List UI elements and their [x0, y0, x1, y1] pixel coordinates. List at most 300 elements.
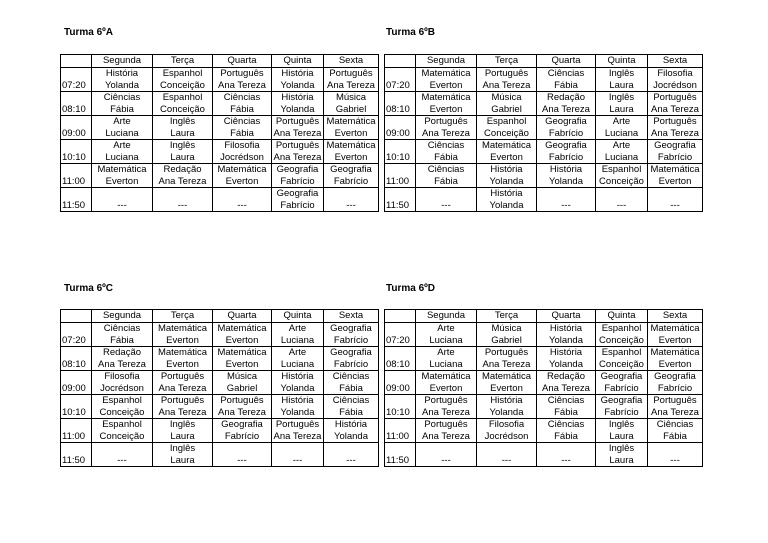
schedule-table: [384, 309, 703, 467]
period-row: [385, 188, 703, 212]
subject-label: Música: [335, 92, 367, 103]
subject-label: Ciências: [427, 164, 465, 175]
subject-label: História: [281, 68, 314, 79]
subject-label: Ciências: [103, 323, 141, 334]
teacher-label: Laura: [609, 79, 634, 91]
subject-label: Ciências: [223, 92, 261, 103]
class-cell: [92, 188, 153, 212]
time-cell: 11:00: [61, 164, 92, 188]
day-header: Terça: [153, 310, 213, 323]
teacher-label: Yolanda: [280, 79, 315, 91]
class-cell: [213, 188, 272, 212]
day-header: Quinta: [596, 55, 648, 68]
time-cell: 09:00: [61, 371, 92, 395]
subject-label: Arte: [288, 323, 307, 334]
teacher-label: Everton: [658, 358, 692, 370]
teacher-label: Everton: [429, 382, 463, 394]
class-cell: [648, 395, 703, 419]
class-cell: [416, 323, 477, 347]
teacher-label: Ana Tereza: [482, 79, 531, 91]
teacher-label: Laura: [170, 127, 195, 139]
teacher-label: Yolanda: [549, 358, 583, 370]
teacher-label: ---: [237, 199, 247, 211]
teacher-label: Ana Tereza: [98, 358, 146, 370]
teacher-label: Luciana: [280, 334, 315, 346]
teacher-label: Yolanda: [489, 175, 524, 187]
class-cell: [213, 371, 272, 395]
teacher-label: Everton: [658, 175, 692, 187]
class-cell: [92, 68, 153, 92]
time-cell: 07:20: [385, 68, 416, 92]
class-cell: [416, 347, 477, 371]
teacher-label: Laura: [170, 454, 195, 466]
class-cell: [477, 395, 537, 419]
class-cell: [153, 116, 213, 140]
time-cell: 11:50: [61, 188, 92, 212]
class-cell: [537, 323, 596, 347]
subject-label: Arte: [113, 116, 131, 127]
teacher-label: Ana Tereza: [651, 103, 699, 115]
class-cell: [213, 116, 272, 140]
subject-label: Português: [275, 140, 320, 151]
period-row: [385, 140, 703, 164]
subject-label: Geografia: [330, 164, 372, 175]
subject-label: Matemática: [421, 92, 471, 103]
subject-label: Espanhol: [102, 395, 142, 406]
subject-label: Arte: [612, 140, 631, 151]
class-cell: [272, 92, 324, 116]
subject-label: Inglês: [608, 443, 635, 454]
teacher-label: Everton: [105, 175, 139, 187]
subject-label: [648, 443, 702, 455]
class-cell: [416, 371, 477, 395]
teacher-label: Ana Tereza: [422, 430, 470, 442]
class-cell: [153, 419, 213, 443]
teacher-label: Ana Tereza: [651, 127, 699, 139]
class-cell: [648, 116, 703, 140]
time-cell: 08:10: [61, 347, 92, 371]
subject-label: História: [105, 68, 139, 79]
teacher-label: Ana Tereza: [158, 382, 207, 394]
teacher-label: Fabrício: [548, 151, 584, 163]
class-cell: [596, 164, 648, 188]
subject-label: História: [549, 164, 583, 175]
class-cell: [92, 443, 153, 467]
period-row: [61, 347, 379, 371]
class-cell: [213, 140, 272, 164]
corner-cell: [61, 55, 92, 68]
class-cell: [324, 323, 379, 347]
subject-label: Português: [653, 92, 697, 103]
teacher-label: Everton: [225, 175, 259, 187]
subject-label: Inglês: [608, 419, 635, 430]
teacher-label: ---: [501, 454, 512, 466]
time-cell: 09:00: [385, 371, 416, 395]
class-cell: [324, 164, 379, 188]
subject-label: História: [490, 395, 523, 406]
subject-label: Português: [329, 68, 373, 79]
turma-title: Turma 6ºA: [64, 27, 114, 38]
subject-label: Ciências: [547, 68, 585, 79]
period-row: [61, 419, 379, 443]
teacher-label: Gabriel: [226, 382, 258, 394]
teacher-label: Luciana: [604, 127, 639, 139]
corner-cell: [385, 310, 416, 323]
teacher-label: Fábia: [663, 430, 687, 442]
subject-label: Matemática: [157, 323, 208, 334]
class-cell: [477, 92, 537, 116]
subject-label: [416, 188, 476, 200]
class-cell: [92, 92, 153, 116]
teacher-label: Luciana: [429, 334, 463, 346]
class-cell: [153, 323, 213, 347]
day-header: Segunda: [416, 310, 477, 323]
subject-label: [537, 443, 595, 455]
period-row: [385, 116, 703, 140]
teacher-label: Ana Tereza: [218, 406, 266, 418]
subject-label: Português: [424, 395, 468, 406]
subject-label: Português: [424, 419, 468, 430]
period-row: [61, 188, 379, 212]
class-cell: [272, 419, 324, 443]
period-row: [61, 323, 379, 347]
class-cell: [153, 347, 213, 371]
subject-label: Geografia: [654, 371, 696, 382]
subject-label: [477, 443, 536, 455]
teacher-label: Jocrédson: [653, 79, 697, 91]
subject-label: Inglês: [608, 68, 635, 79]
class-cell: [153, 68, 213, 92]
teacher-label: Gabriel: [335, 103, 367, 115]
subject-label: Ciências: [332, 371, 370, 382]
teacher-label: Ana Tereza: [542, 103, 590, 115]
subject-label: [213, 188, 271, 200]
subject-label: Geografia: [276, 188, 319, 199]
day-header: Quinta: [272, 310, 324, 323]
teacher-label: Yolanda: [334, 430, 368, 442]
subject-label: Matemática: [157, 347, 208, 358]
teacher-label: Everton: [658, 334, 692, 346]
day-header: Segunda: [92, 310, 153, 323]
period-row: [61, 92, 379, 116]
class-cell: [596, 371, 648, 395]
teacher-label: Laura: [609, 103, 634, 115]
period-row: [61, 68, 379, 92]
day-header-row: [385, 310, 703, 323]
class-cell: [92, 371, 153, 395]
class-cell: [324, 68, 379, 92]
day-header: Quarta: [213, 310, 272, 323]
teacher-label: Fábia: [554, 79, 578, 91]
class-cell: [153, 395, 213, 419]
teacher-label: Jocrédson: [100, 382, 144, 394]
class-cell: [92, 419, 153, 443]
class-cell: [416, 92, 477, 116]
class-cell: [648, 347, 703, 371]
subject-label: Ciências: [427, 140, 465, 151]
time-cell: 08:10: [385, 92, 416, 116]
subject-label: Matemática: [217, 323, 267, 334]
class-cell: [92, 395, 153, 419]
teacher-label: Ana Tereza: [542, 382, 590, 394]
teacher-label: Jocrédson: [484, 430, 529, 442]
subject-label: Espanhol: [601, 347, 642, 358]
teacher-label: Yolanda: [280, 406, 315, 418]
class-cell: [92, 164, 153, 188]
subject-label: História: [281, 395, 314, 406]
subject-label: Inglês: [169, 419, 196, 430]
subject-label: Português: [160, 371, 205, 382]
teacher-label: Conceição: [160, 79, 205, 91]
class-cell: [92, 323, 153, 347]
time-cell: 07:20: [61, 68, 92, 92]
subject-label: [213, 443, 271, 455]
teacher-label: Everton: [166, 334, 199, 346]
class-cell: [213, 68, 272, 92]
time-cell: 10:10: [61, 140, 92, 164]
subject-label: [596, 188, 647, 200]
period-row: [61, 395, 379, 419]
subject-label: História: [281, 371, 314, 382]
subject-label: Inglês: [169, 443, 196, 454]
class-cell: [153, 140, 213, 164]
subject-label: Redação: [102, 347, 142, 358]
class-cell: [324, 443, 379, 467]
day-header: Terça: [477, 55, 537, 68]
class-cell: [153, 164, 213, 188]
class-cell: [272, 164, 324, 188]
day-header: Segunda: [92, 55, 153, 68]
period-row: [385, 371, 703, 395]
class-cell: [416, 140, 477, 164]
class-cell: [416, 419, 477, 443]
class-cell: [537, 347, 596, 371]
class-cell: [537, 371, 596, 395]
subject-label: Inglês: [608, 92, 635, 103]
class-cell: [213, 395, 272, 419]
subject-label: História: [549, 323, 583, 334]
day-header: Sexta: [324, 55, 379, 68]
subject-label: Português: [653, 116, 697, 127]
subject-label: [648, 188, 702, 200]
teacher-label: Laura: [609, 454, 634, 466]
subject-label: Espanhol: [162, 68, 203, 79]
teacher-label: ---: [346, 199, 356, 211]
class-cell: [153, 188, 213, 212]
class-cell: [213, 164, 272, 188]
teacher-label: Yolanda: [489, 199, 524, 211]
teacher-label: ---: [616, 199, 627, 211]
day-header: Quarta: [537, 310, 596, 323]
subject-label: [537, 188, 595, 200]
subject-label: Geografia: [276, 164, 319, 175]
period-row: [385, 443, 703, 467]
subject-label: Matemática: [326, 116, 376, 127]
teacher-label: ---: [177, 199, 188, 211]
class-cell: [537, 188, 596, 212]
class-cell: [272, 188, 324, 212]
time-cell: 07:20: [61, 323, 92, 347]
period-row: [61, 371, 379, 395]
class-cell: [477, 164, 537, 188]
subject-label: [92, 188, 152, 200]
class-cell: [596, 419, 648, 443]
class-cell: [596, 116, 648, 140]
subject-label: Espanhol: [601, 164, 642, 175]
day-header: Quarta: [537, 55, 596, 68]
time-cell: 08:10: [385, 347, 416, 371]
day-header: Quarta: [213, 55, 272, 68]
class-cell: [537, 68, 596, 92]
time-cell: 11:00: [385, 164, 416, 188]
teacher-label: Conceição: [99, 406, 145, 418]
teacher-label: ---: [441, 199, 451, 211]
teacher-label: ---: [237, 454, 247, 466]
period-row: [385, 347, 703, 371]
class-cell: [596, 395, 648, 419]
subject-label: História: [281, 92, 314, 103]
class-cell: [648, 164, 703, 188]
period-row: [385, 419, 703, 443]
teacher-label: Everton: [166, 358, 199, 370]
teacher-label: Everton: [334, 151, 368, 163]
subject-label: Inglês: [169, 116, 196, 127]
day-header-row: [385, 55, 703, 68]
subject-label: História: [490, 164, 523, 175]
class-cell: [272, 347, 324, 371]
teacher-label: Fabrício: [657, 151, 693, 163]
time-cell: 09:00: [61, 116, 92, 140]
teacher-label: Fábia: [339, 406, 363, 418]
class-cell: [537, 419, 596, 443]
class-cell: [596, 188, 648, 212]
class-cell: [92, 140, 153, 164]
period-row: [61, 140, 379, 164]
turma-title: Turma 6ºB: [386, 27, 436, 38]
time-cell: 11:00: [385, 419, 416, 443]
class-cell: [537, 395, 596, 419]
subject-label: Música: [491, 323, 522, 334]
class-cell: [92, 116, 153, 140]
subject-label: Português: [160, 395, 205, 406]
class-cell: [648, 188, 703, 212]
class-cell: [213, 443, 272, 467]
subject-label: Arte: [288, 347, 307, 358]
teacher-label: Luciana: [280, 358, 315, 370]
subject-label: Matemática: [421, 68, 471, 79]
class-cell: [272, 68, 324, 92]
subject-label: Português: [484, 68, 529, 79]
subject-label: Ciências: [656, 419, 694, 430]
day-header: Sexta: [324, 310, 379, 323]
subject-label: Ciências: [547, 419, 585, 430]
teacher-label: Ana Tereza: [327, 79, 375, 91]
time-cell: 11:50: [385, 443, 416, 467]
class-cell: [648, 443, 703, 467]
class-cell: [272, 140, 324, 164]
subject-label: Geografia: [330, 323, 372, 334]
teacher-label: Yolanda: [489, 406, 524, 418]
day-header: Segunda: [416, 55, 477, 68]
period-row: [61, 116, 379, 140]
teacher-label: Yolanda: [105, 79, 139, 91]
subject-label: Arte: [113, 140, 131, 151]
subject-label: Português: [424, 116, 468, 127]
class-cell: [272, 395, 324, 419]
class-cell: [324, 92, 379, 116]
class-cell: [477, 323, 537, 347]
teacher-label: Yolanda: [280, 382, 315, 394]
subject-label: Português: [484, 347, 529, 358]
time-cell: 10:10: [385, 140, 416, 164]
subject-label: Geografia: [545, 116, 587, 127]
time-cell: 11:50: [61, 443, 92, 467]
subject-label: [92, 443, 152, 455]
teacher-label: Ana Tereza: [273, 151, 322, 163]
class-cell: [648, 323, 703, 347]
day-header: Quinta: [272, 55, 324, 68]
class-cell: [537, 443, 596, 467]
subject-label: Filosofia: [104, 371, 140, 382]
period-row: [385, 68, 703, 92]
subject-label: Arte: [437, 347, 455, 358]
subject-label: Português: [220, 395, 264, 406]
class-cell: [477, 188, 537, 212]
teacher-label: Jocrédson: [220, 151, 264, 163]
period-row: [385, 395, 703, 419]
subject-label: Geografia: [600, 395, 643, 406]
class-cell: [324, 371, 379, 395]
period-row: [61, 443, 379, 467]
subject-label: Redação: [163, 164, 202, 175]
teacher-label: Fabrício: [333, 358, 369, 370]
teacher-label: Fabrício: [333, 175, 369, 187]
class-cell: [213, 419, 272, 443]
teacher-label: Fábia: [339, 382, 363, 394]
teacher-label: Yolanda: [549, 334, 583, 346]
subject-label: Música: [491, 92, 522, 103]
teacher-label: Laura: [170, 151, 195, 163]
corner-cell: [385, 55, 416, 68]
teacher-label: Fábia: [230, 103, 254, 115]
teacher-label: Fábia: [230, 127, 254, 139]
class-cell: [272, 323, 324, 347]
subject-label: Matemática: [97, 164, 147, 175]
class-cell: [477, 140, 537, 164]
subject-label: [416, 443, 476, 455]
class-cell: [324, 116, 379, 140]
subject-label: História: [549, 347, 583, 358]
subject-label: História: [334, 419, 368, 430]
teacher-label: Luciana: [604, 151, 639, 163]
teacher-label: ---: [117, 199, 127, 211]
class-cell: [648, 92, 703, 116]
class-cell: [213, 347, 272, 371]
teacher-label: Everton: [490, 382, 523, 394]
class-cell: [477, 347, 537, 371]
teacher-label: Everton: [490, 151, 523, 163]
class-cell: [596, 347, 648, 371]
time-cell: 10:10: [61, 395, 92, 419]
subject-label: História: [490, 188, 523, 199]
subject-label: Espanhol: [102, 419, 142, 430]
teacher-label: ---: [346, 454, 356, 466]
teacher-label: Gabriel: [491, 334, 522, 346]
teacher-label: Fábia: [110, 334, 134, 346]
subject-label: [272, 443, 323, 455]
turma-title: Turma 6ºD: [386, 283, 436, 294]
subject-label: Português: [220, 68, 264, 79]
